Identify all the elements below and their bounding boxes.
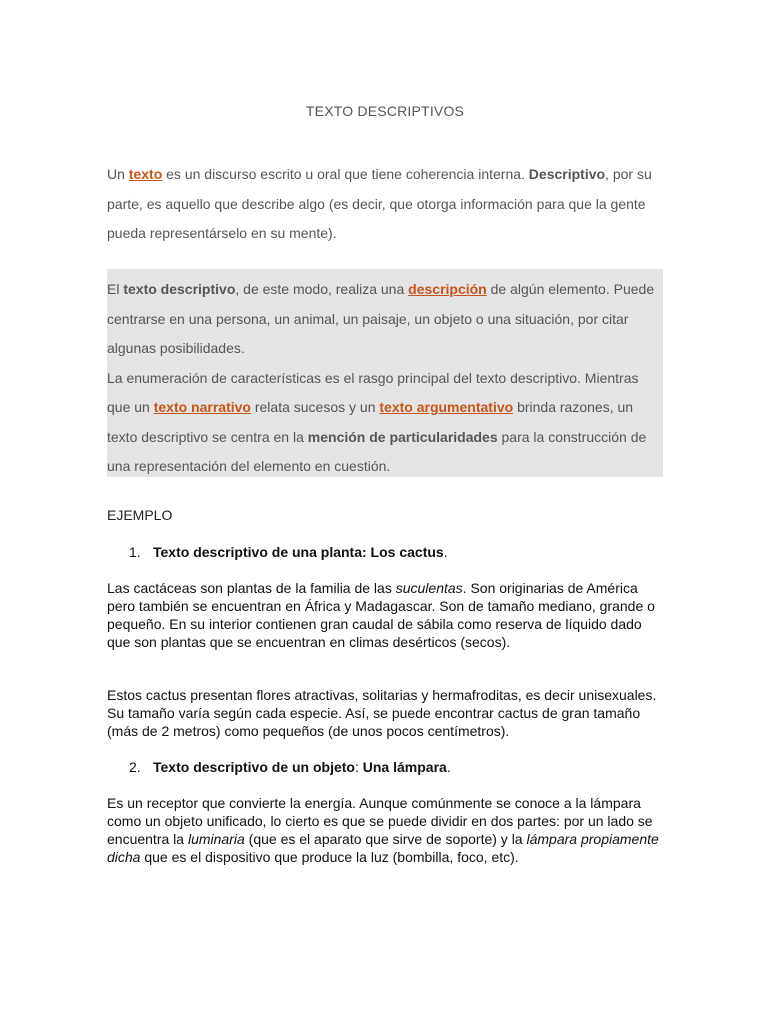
para-text: que es el dispositivo que produce la luz (bombilla, foco, etc). [140,849,519,865]
list-item-title: Texto descriptivo de un objeto [153,759,355,775]
link-texto[interactable]: texto [128,166,163,182]
list-item-subtitle: Una lámpara [362,759,447,775]
para-text: . Son originarias de América pero también se encuentran en África y Madagascar. Son de tamaño mediano, grande o pequeño. En su interior contienen gran caudal de sábila como reserva de líquido dado que son plantas que se encuentran en climas desérticos (secos). [107,580,655,650]
box-text: para la construcción de una representación del elemento en cuestión. [107,428,647,474]
box-paragraph-1 [107,275,663,364]
box-text: El [107,281,124,297]
para-text: Las cactáceas son plantas de la familia de las [107,580,396,596]
list-item-title: Texto descriptivo de una planta: Los cactus [153,544,444,560]
box-text: La enumeración de características es el rasgo principal del texto descriptivo. Mientras que un [107,369,639,415]
list-item-punct: . [443,544,448,560]
list-item-2 [129,759,451,775]
box-text: relata sucesos y un [250,399,380,415]
paragraph-cactus-2: Estos cactus presentan flores atractivas, solitarias y hermafroditas, es decir unisexuales. Su tamaño varía según cada especie. Así, se puede encontrar cactus de gran tamaño (más de 2 metros) como pequeños (de unos pocos centímetros). [107,687,657,739]
paragraph-cactus-1 [107,579,663,651]
link-descripcion[interactable]: descripción [408,281,487,297]
document-title: TEXTO DESCRIPTIVOS [305,103,465,119]
box-bold-mencion: mención de particularidades [307,428,498,445]
intro-paragraph [107,160,663,249]
para-italic: luminaria [187,831,245,847]
intro-text: Un [107,166,129,182]
intro-text: es un discurso escrito u oral que tiene coherencia interna. [162,166,529,182]
box-text: , de este modo, realiza una [235,281,409,297]
list-item-punct: : [354,759,363,775]
box-paragraph-2 [107,364,663,482]
list-item-punct: . [446,759,451,775]
box-text: brinda razones, un texto descriptivo se centra en la [107,399,634,445]
intro-bold-descriptivo: Descriptivo [528,166,606,182]
paragraph-lampara [107,794,663,866]
list-number: 2. [129,759,141,775]
link-texto-narrativo[interactable]: texto narrativo [153,399,251,415]
para-italic: suculentas [395,580,463,596]
ejemplo-heading: EJEMPLO [107,507,173,523]
box-bold-texto-descriptivo: texto descriptivo [123,281,236,297]
intro-text: , por su parte, es aquello que describe algo (es decir, que otorga información para que la gente pueda representárselo en su mente). [107,166,652,241]
para-text: (que es el aparato que sirve de soporte) y la [244,831,527,847]
link-texto-argumentativo[interactable]: texto argumentativo [379,399,514,415]
list-number: 1. [129,544,141,560]
para-text: Es un receptor que convierte la energía. Aunque comúnmente se conoce a la lámpara como un objeto unificado, lo cierto es que se puede dividir en dos partes: por un lado se encuentra la [107,795,653,847]
para-italic: lámpara propiamente dicha [107,831,659,865]
highlighted-box [107,269,663,477]
list-item-1 [129,544,448,560]
box-text: de algún elemento. Puede centrarse en una persona, un animal, un paisaje, un objeto o una situación, por citar algunas posibilidades. [107,281,655,356]
